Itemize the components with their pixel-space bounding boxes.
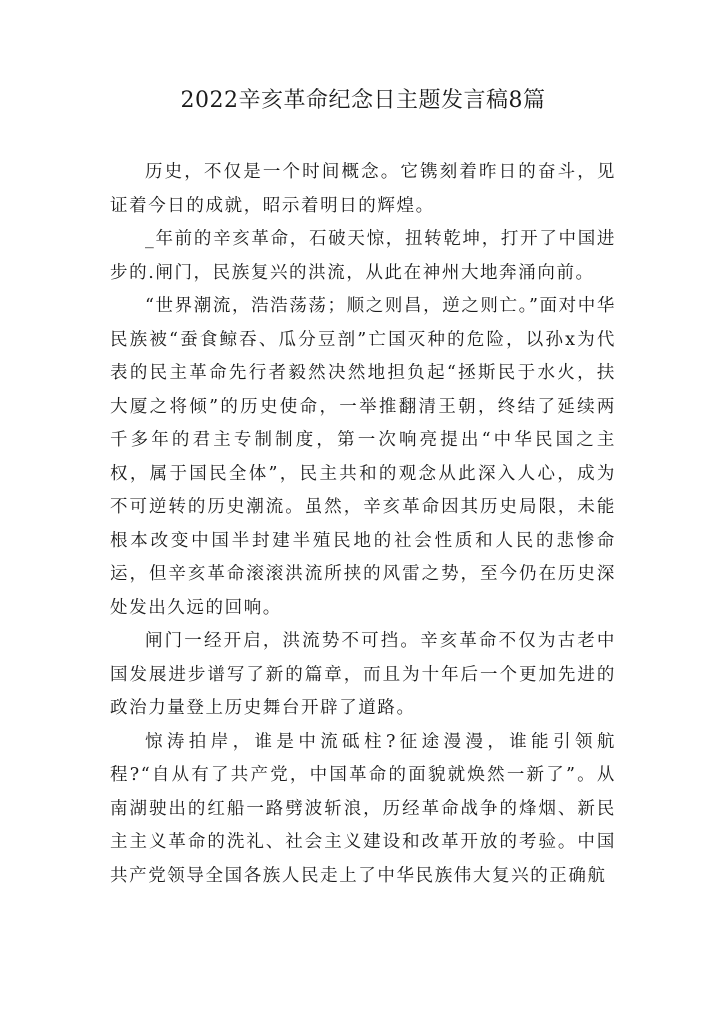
paragraph-2: _年前的辛亥革命，石破天惊，扭转乾坤，打开了中国进步的.闸门，民族复兴的洪流，从此在神州大地奔涌向前。 (110, 229, 616, 283)
paragraph-5: 惊涛拍岸，谁是中流砥柱?征途漫漫，谁能引领航程?“自从有了共产党，中国革命的面貌就焕然一新了”。从南湖驶出的红船一路劈波斩浪，历经革命战争的烽烟、新民主主义革命的洗礼、社会主义建设和改革开放的考验。中国共产党领导全国各族人民走上了中华民族伟大复兴的正确航 (110, 731, 616, 886)
paragraph-4: 闸门一经开启，洪流势不可挡。辛亥革命不仅为古老中国发展进步谱写了新的篇章，而且为十年后一个更加先进的政治力量登上历史舞台开辟了道路。 (110, 631, 616, 718)
paragraph-1: 历史，不仅是一个时间概念。它镌刻着昨日的奋斗，见证着今日的成就，昭示着明日的辉煌。 (110, 162, 616, 216)
document-title: 2022辛亥革命纪念日主题发言稿8篇 (180, 88, 546, 113)
paragraph-3: “世界潮流，浩浩荡荡；顺之则昌，逆之则亡。”面对中华民族被“蚕食鲸吞、瓜分豆剖”亡国灭种的危险，以孙x为代表的民主革命先行者毅然决然地担负起“拯斯民于水火，扶大厦之将倾”的历史使命，一举推翻清王朝，终结了延续两千多年的君主专制制度，第一次响亮提出“中华民国之主权，属于国民全体”，民主共和的观念从此深入人心，成为不可逆转的历史潮流。虽然，辛亥革命因其历史局限，未能根本改变中国半封建半殖民地的社会性质和人民的悲惨命运，但辛亥革命滚滚洪流所挟的风雷之势，至今仍在历史深处发出久远的回响。 (110, 296, 616, 618)
